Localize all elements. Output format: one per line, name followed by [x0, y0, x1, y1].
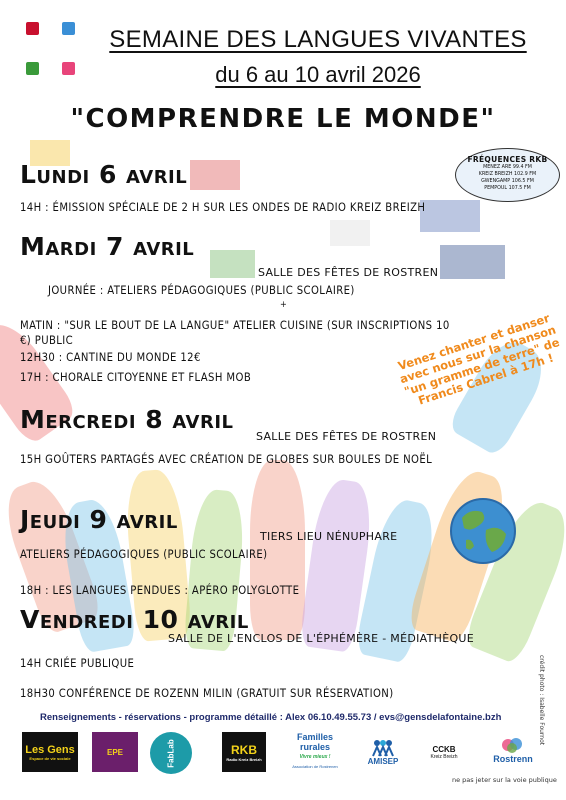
- green-square-icon: [26, 62, 39, 75]
- frequency-line: MENEZ ARE 99.4 FM: [483, 165, 532, 170]
- disposal-notice: ne pas jeter sur la voie publique: [452, 776, 557, 784]
- ccbk-logo-sub: Kreiz Breizh: [430, 753, 458, 760]
- friday-item: 14H CRIÉE PUBLIQUE: [20, 657, 135, 670]
- thursday-venue: TIERS LIEU NÉNUPHARE: [260, 530, 398, 543]
- tuesday-item: MATIN : "SUR LE BOUT DE LA LANGUE" ATELIER CUISINE (SUR INSCRIPTIONS 10 €) PUBLIC: [20, 319, 450, 347]
- globe-icon: [448, 496, 518, 566]
- wednesday-venue: SALLE DES FÊTES DE ROSTREN: [256, 430, 437, 443]
- tuesday-venue: SALLE DES FÊTES DE ROSTREN: [258, 266, 439, 279]
- frequencies-bubble: [455, 148, 560, 202]
- page-title: SEMAINE DES LANGUES VIVANTES: [109, 26, 527, 53]
- red-square-icon: [26, 22, 39, 35]
- ccbk-logo: [420, 732, 468, 772]
- event-theme: "COMPRENDRE LE MONDE": [70, 104, 496, 134]
- familles-logo-text: Familles rurales: [296, 732, 334, 752]
- contact-info: Renseignements - réservations - programme détaillé : Alex 06.10.49.55.73 / evs@gensdelafontaine.bzh: [40, 712, 502, 723]
- tuesday-heading: Mardi 7 avril: [20, 232, 195, 261]
- epe-logo: [92, 732, 138, 772]
- lesgens-logo: [22, 732, 78, 772]
- lesgens-logo-sub: Espace de vie sociale: [29, 755, 71, 761]
- tuesday-item: JOURNÉE : ATELIERS PÉDAGOGIQUES (PUBLIC SCOLAIRE): [48, 284, 355, 297]
- pink-square-icon: [62, 62, 75, 75]
- amisep-logo: [358, 732, 408, 772]
- chorale-callout: Venez chanter et danser avec nous sur la chanson "un gramme de terre" de Francis Cabrel à 17h !: [396, 310, 562, 408]
- monday-item: 14H : ÉMISSION SPÉCIALE DE 2 H SUR LES ONDES DE RADIO KREIZ BREIZH: [20, 201, 426, 214]
- rostrenn-logo: [482, 732, 544, 768]
- tuesday-item: 17H : CHORALE CITOYENNE ET FLASH MOB: [20, 371, 252, 384]
- blue-square-icon: [62, 22, 75, 35]
- wednesday-item: 15H GOÛTERS PARTAGÉS AVEC CRÉATION DE GLOBES SUR BOULES DE NOËL: [20, 453, 433, 466]
- event-dates: du 6 au 10 avril 2026: [215, 62, 421, 87]
- ccbk-logo-text: CCKB: [432, 744, 456, 754]
- friday-item: 18H30 CONFÉRENCE DE ROZENN MILIN (GRATUIT SUR RÉSERVATION): [20, 687, 394, 700]
- frequency-line: PEMPOUL 107.5 FM: [484, 186, 531, 191]
- epe-logo-text: EPE: [106, 747, 123, 757]
- frequency-line: KREIZ BREIZH 102.9 FM: [478, 172, 537, 177]
- rkb-logo-sub: Radio Kreiz Breizh: [226, 756, 262, 762]
- rostrenn-flower-icon: [498, 736, 528, 754]
- familles-rurales-logo: [286, 732, 344, 772]
- thursday-item: ATELIERS PÉDAGOGIQUES (PUBLIC SCOLAIRE): [20, 548, 268, 561]
- wednesday-heading: Mercredi 8 avril: [20, 405, 234, 434]
- monday-heading: Lundi 6 avril: [20, 160, 188, 189]
- amisep-people-icon: [371, 739, 395, 757]
- familles-logo-assoc: Association de Rostrenen: [292, 764, 338, 769]
- rkb-logo-text: RKB: [231, 742, 257, 757]
- lesgens-logo-text: Les Gens: [25, 743, 75, 756]
- fablab-logo: [150, 732, 192, 774]
- frequencies-title: FRÉQUENCES RKB: [467, 155, 548, 164]
- tuesday-item: 12H30 : CANTINE DU MONDE 12€: [20, 351, 201, 364]
- familles-logo-sub: Vivre mieux !: [299, 754, 331, 760]
- friday-heading: Vendredi 10 avril: [20, 605, 249, 634]
- photo-credit: crédit photo : Isabelle Fournot: [538, 655, 545, 746]
- rkb-logo: [222, 732, 266, 772]
- amisep-logo-text: AMISEP: [367, 756, 399, 766]
- friday-venue: SALLE DE L'ENCLOS DE L'ÉPHÉMÈRE - MÉDIATHÈQUE: [168, 632, 475, 645]
- fablab-logo-text: FabLab: [166, 738, 176, 768]
- tuesday-plus: +: [280, 300, 288, 310]
- rostrenn-logo-text: Rostrenn: [493, 754, 533, 764]
- frequency-line: GWENGAMP 106.5 FM: [481, 179, 534, 184]
- thursday-heading: Jeudi 9 avril: [20, 505, 178, 534]
- thursday-item: 18H : LES LANGUES PENDUES : APÉRO POLYGLOTTE: [20, 584, 300, 597]
